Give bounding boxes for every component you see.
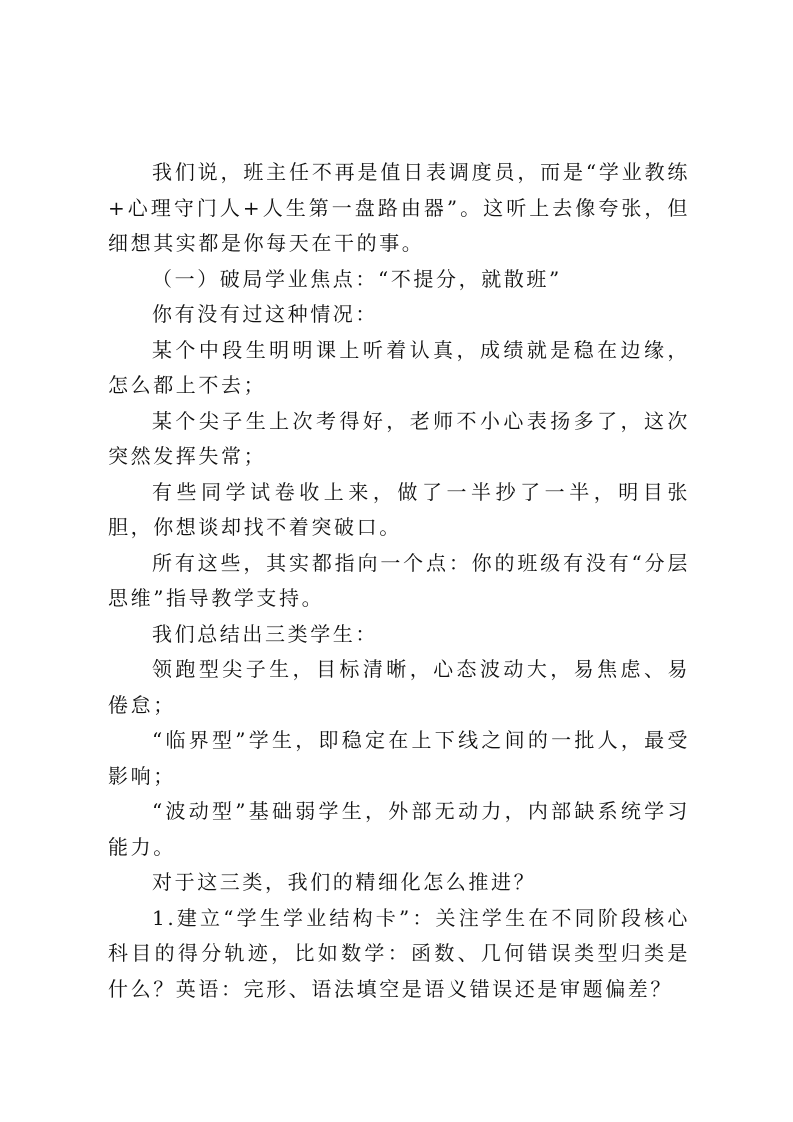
paragraph-summary: 所有这些，其实都指向一个点：你的班级有没有“分层思维”指导教学支持。	[108, 550, 690, 610]
paragraph-case-3: 有些同学试卷收上来，做了一半抄了一半，明目张胆，你想谈却找不着突破口。	[108, 479, 690, 539]
section-heading: （一）破局学业焦点：“不提分，就散班”	[152, 266, 562, 291]
paragraph-case-1: 某个中段生明明课上听着认真，成绩就是稳在边缘，怎么都上不去；	[108, 337, 690, 397]
paragraph-how: 对于这三类，我们的精细化怎么推进？	[152, 870, 537, 894]
paragraph-step-1: 1.建立“学生学业结构卡”：关注学生在不同阶段核心科目的得分轨迹，比如数学：函数、几何错误类型归类是什么？英语：完形、语法填空是语义错误还是审题偏差？	[108, 905, 690, 1001]
paragraph-case-2: 某个尖子生上次考得好，老师不小心表扬多了，这次突然发挥失常；	[108, 408, 690, 468]
paragraph-types-intro: 我们总结出三类学生：	[152, 621, 378, 646]
paragraph-type-3: “波动型”基础弱学生，外部无动力，内部缺系统学习能力。	[108, 799, 690, 859]
paragraph-type-1: 领跑型尖子生，目标清晰，心态波动大，易焦虑、易倦怠；	[108, 657, 690, 717]
paragraph-type-2: “临界型”学生，即稳定在上下线之间的一批人，最受影响；	[108, 728, 690, 788]
paragraph-intro: 我们说，班主任不再是值日表调度员，而是“学业教练+心理守门人+人生第一盘路由器”。这听上去像夸张，但细想其实都是你每天在干的事。	[108, 160, 690, 255]
paragraph-question: 你有没有过这种情况：	[152, 302, 378, 326]
document-body	[108, 155, 690, 1007]
